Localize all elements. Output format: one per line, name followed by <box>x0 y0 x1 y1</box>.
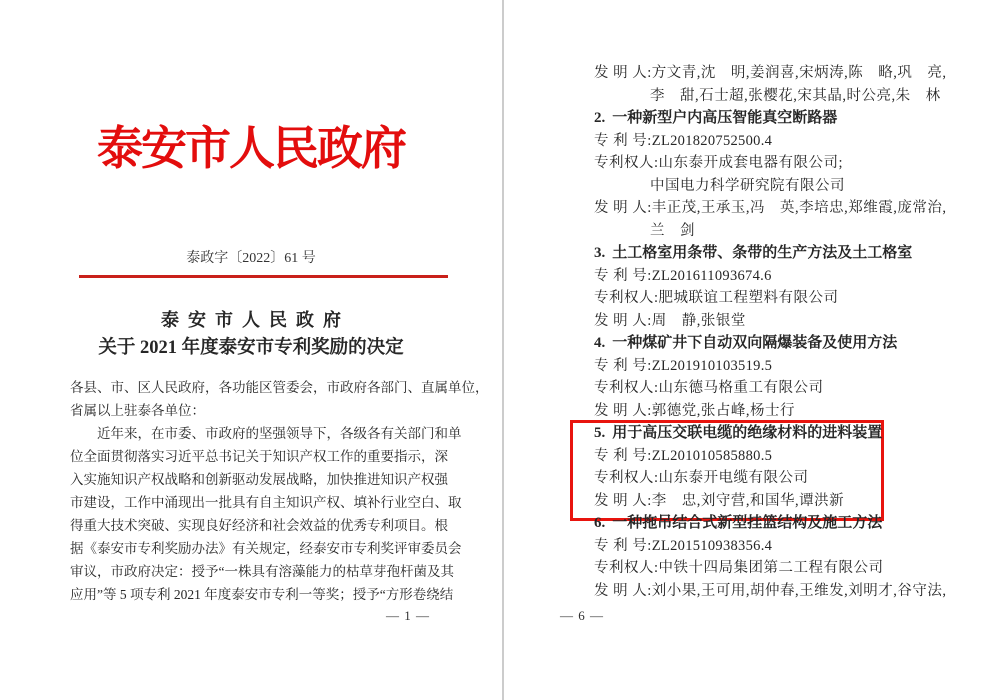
body-line: 近年来，在市委、市政府的坚强领导下，各级各有关部门和单 <box>97 426 462 441</box>
patent-title <box>504 512 1000 535</box>
patent-number-label: 专 利 号: <box>594 537 652 554</box>
inventors-line <box>504 400 1000 423</box>
inventor-names: 李 忠,刘守营,和国华,谭洪新 <box>651 492 845 509</box>
patent-title-text: 一种拖吊结合式新型挂篮结构及施工方法 <box>612 515 883 531</box>
patent-title <box>504 332 1000 355</box>
decision-title-line2: 关于 2021 年度泰安市专利奖励的决定 <box>98 338 404 358</box>
inventors-label: 发 明 人: <box>594 582 652 599</box>
patentee-label: 专利权人: <box>594 470 659 486</box>
patentee-label: 专利权人: <box>594 380 659 396</box>
inventor-names: 周 静,张银堂 <box>651 312 746 329</box>
patent-number-line <box>504 130 1000 153</box>
patent-title <box>504 242 1000 265</box>
patent-title-text: 一种新型户内高压智能真空断路器 <box>612 110 838 126</box>
inventors-line <box>504 197 1000 220</box>
patentee-name: 肥城联谊工程塑料有限公司 <box>658 290 839 306</box>
document-number: 泰政字〔2022〕61 号 <box>186 251 316 266</box>
patentee-line-continued <box>504 175 1000 198</box>
patent-index: 5. <box>594 425 606 441</box>
body-line: 各县、市、区人民政府，各功能区管委会，市政府各部门、直属单位， <box>70 380 489 395</box>
body-line: 得重大技术突破、实现良好经济和社会效益的优秀专利项目。根 <box>70 518 448 533</box>
patentee-line <box>504 287 1000 310</box>
patentee-line <box>504 377 1000 400</box>
patent-number-line <box>504 535 1000 558</box>
body-line: 入实施知识产权战略和创新驱动发展战略，加快推进知识产权强 <box>70 472 448 487</box>
patentee-label: 专利权人: <box>594 560 659 576</box>
patent-index: 6. <box>594 515 606 531</box>
body-line: 市建设，工作中涌现出一批具有自主知识产权、填补行业空白、取 <box>70 495 462 510</box>
patentee-label: 专利权人: <box>594 155 659 171</box>
inventor-names: 郭德党,张占峰,杨士行 <box>651 402 796 419</box>
inventor-names: 丰正茂,王承玉,冯 英,李培忠,郑维霞,庞常治, <box>651 200 947 216</box>
patentee-label: 专利权人: <box>594 290 659 306</box>
patentee-name: 中国电力科学研究院有限公司 <box>650 177 845 194</box>
page-right <box>504 0 1000 700</box>
patentee-name: 山东泰开电缆有限公司 <box>658 470 809 486</box>
patent-number-label: 专 利 号: <box>594 357 652 374</box>
patentee-line <box>504 152 1000 175</box>
patent-index: 2. <box>594 110 606 126</box>
red-rule-divider <box>79 275 448 278</box>
patentee-line <box>504 557 1000 580</box>
body-line: 审议，市政府决定：授予“一株具有溶藻能力的枯草芽孢杆菌及其 <box>70 564 454 579</box>
inventors-line <box>504 490 1000 513</box>
patent-number: ZL201611093674.6 <box>651 267 772 284</box>
patent-number-line <box>504 355 1000 378</box>
inventors-label: 发 明 人: <box>594 492 652 509</box>
inventor-names: 方文青,沈 明,姜润喜,宋炳涛,陈 略,巩 亮, <box>651 65 947 81</box>
patent-number: ZL201010585880.5 <box>651 447 773 464</box>
patent-title-text: 土工格室用条带、条带的生产方法及土工格室 <box>612 245 913 261</box>
patentee-line <box>504 467 1000 490</box>
patent-number: ZL201820752500.4 <box>651 132 773 149</box>
patent-list <box>504 62 1000 602</box>
inventors-label: 发 明 人: <box>594 312 652 329</box>
patent-title-highlighted <box>504 422 1000 445</box>
page-number-left: — 1 — <box>386 608 430 623</box>
patent-title <box>504 107 1000 130</box>
patent-number-line <box>504 445 1000 468</box>
patentee-name: 山东德马格重工有限公司 <box>658 380 824 396</box>
inventor-names: 李 甜,石士超,张樱花,宋其晶,时公亮,朱 林 <box>650 87 941 104</box>
inventors-line <box>504 310 1000 333</box>
body-line: 据《泰安市专利奖励办法》有关规定，经泰安市专利奖评审委员会 <box>70 541 462 556</box>
inventors-label: 发 明 人: <box>594 200 652 216</box>
patentee-name: 山东泰开成套电器有限公司; <box>658 155 844 171</box>
government-header-title: 泰安市人民政府 <box>97 123 405 174</box>
patent-number: ZL201510938356.4 <box>651 537 773 554</box>
inventor-names: 兰 剑 <box>650 222 695 239</box>
patent-title-text: 一种煤矿井下自动双向隔爆装备及使用方法 <box>612 335 898 351</box>
inventors-line <box>504 62 1000 85</box>
patent-index: 4. <box>594 335 606 351</box>
patent-number-line <box>504 265 1000 288</box>
patent-number-label: 专 利 号: <box>594 447 652 464</box>
inventors-line-continued <box>504 220 1000 243</box>
patent-index: 3. <box>594 245 606 261</box>
inventor-names: 刘小果,王可用,胡仲春,王维发,刘明才,谷守法, <box>651 582 947 599</box>
inventors-line <box>504 580 1000 603</box>
inventors-label: 发 明 人: <box>594 65 652 81</box>
patent-number: ZL201910103519.5 <box>651 357 773 374</box>
inventors-line-continued <box>504 85 1000 108</box>
body-line: 省属以上驻泰各单位： <box>70 403 205 418</box>
body-text <box>70 376 489 606</box>
patent-number-label: 专 利 号: <box>594 132 652 149</box>
patentee-name: 中铁十四局集团第二工程有限公司 <box>658 560 884 576</box>
body-line: 位全面贯彻落实习近平总书记关于知识产权工作的重要指示，深 <box>70 449 448 464</box>
decision-title-line1: 泰安市人民政府 <box>161 310 350 330</box>
patent-title-text: 用于高压交联电缆的绝缘材料的进料装置 <box>612 425 883 441</box>
inventors-label: 发 明 人: <box>594 402 652 419</box>
page-number-right: — 6 — <box>560 608 604 623</box>
body-line: 应用”等 5 项专利 2021 年度泰安市专利一等奖；授予“方形卷绕结 <box>70 587 454 602</box>
patent-number-label: 专 利 号: <box>594 267 652 284</box>
